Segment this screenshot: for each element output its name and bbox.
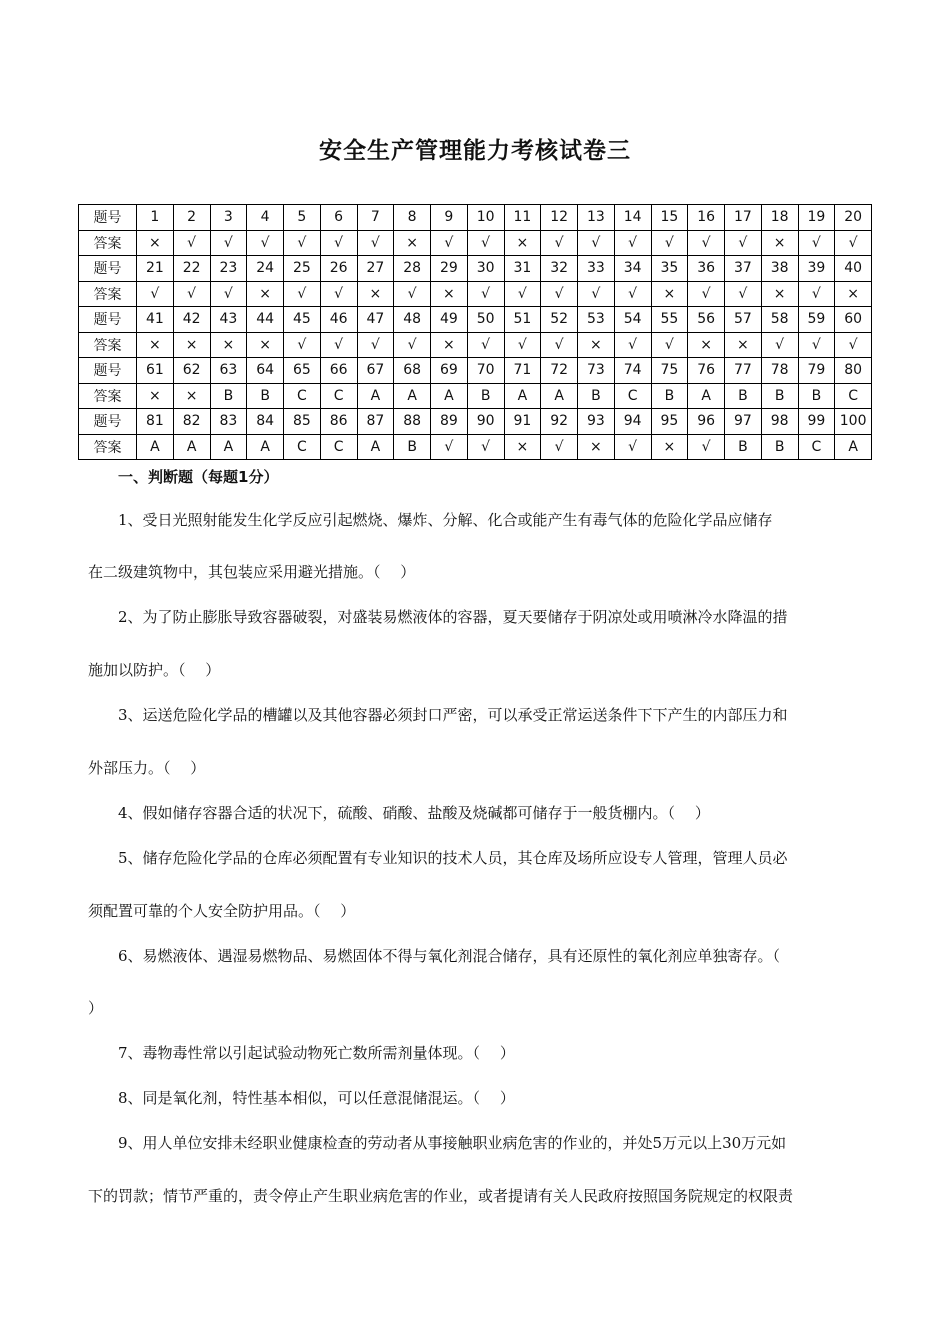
question-number-cell: 27 xyxy=(357,256,394,282)
answer-cell: A xyxy=(394,383,431,409)
question-number-cell: 98 xyxy=(761,409,798,435)
question-number-cell: 66 xyxy=(320,358,357,384)
answer-cell: √ xyxy=(578,230,615,256)
question-number-cell: 80 xyxy=(835,358,872,384)
answer-cell: B xyxy=(798,383,835,409)
question-number-cell: 72 xyxy=(541,358,578,384)
answer-cell: A xyxy=(210,434,247,460)
question-line: 2、为了防止膨胀导致容器破裂，对盛装易燃液体的容器，夏天要储存于阴凉处或用喷淋冷水降温的措 xyxy=(118,608,788,626)
answer-cell: × xyxy=(761,281,798,307)
answer-cell: × xyxy=(394,230,431,256)
answer-cell: A xyxy=(541,383,578,409)
question-number-cell: 36 xyxy=(688,256,725,282)
question-number-cell: 75 xyxy=(651,358,688,384)
question-line: 5、储存危险化学品的仓库必须配置有专业知识的技术人员，其仓库及场所应设专人管理，管理人员必 xyxy=(118,849,788,867)
question-number-cell: 24 xyxy=(247,256,284,282)
answer-cell: √ xyxy=(210,281,247,307)
answer-cell: × xyxy=(578,434,615,460)
answer-cell: √ xyxy=(320,230,357,256)
answer-cell: A xyxy=(357,383,394,409)
question-number-cell: 74 xyxy=(614,358,651,384)
question-number-row xyxy=(79,205,872,231)
question-number-cell: 71 xyxy=(504,358,541,384)
answer-cell: × xyxy=(210,332,247,358)
answer-cell: × xyxy=(247,281,284,307)
question-number-cell: 49 xyxy=(431,307,468,333)
answer-row xyxy=(79,383,872,409)
answer-row xyxy=(79,281,872,307)
row-label-answer: 答案 xyxy=(79,332,137,358)
question-number-cell: 60 xyxy=(835,307,872,333)
question-number-cell: 59 xyxy=(798,307,835,333)
question-line: 6、易燃液体、遇湿易燃物品、易燃固体不得与氧化剂混合储存，具有还原性的氧化剂应单独寄存。（ xyxy=(118,947,781,965)
answer-cell: √ xyxy=(578,281,615,307)
answer-cell: √ xyxy=(688,434,725,460)
answer-cell: × xyxy=(137,230,174,256)
answer-cell: √ xyxy=(320,281,357,307)
question-number-cell: 64 xyxy=(247,358,284,384)
question-line: 1、受日光照射能发生化学反应引起燃烧、爆炸、分解、化合或能产生有毒气体的危险化学品应储存 xyxy=(118,511,773,529)
question-number-cell: 81 xyxy=(137,409,174,435)
answer-cell: √ xyxy=(651,332,688,358)
answer-cell: B xyxy=(578,383,615,409)
question-number-cell: 11 xyxy=(504,205,541,231)
question-number-cell: 30 xyxy=(467,256,504,282)
question-number-cell: 3 xyxy=(210,205,247,231)
answer-cell: C xyxy=(798,434,835,460)
answer-cell: B xyxy=(761,383,798,409)
answer-cell: × xyxy=(247,332,284,358)
question-number-cell: 39 xyxy=(798,256,835,282)
answer-cell: × xyxy=(137,332,174,358)
question-number-cell: 28 xyxy=(394,256,431,282)
question-line: 3、运送危险化学品的槽罐以及其他容器必须封口严密，可以承受正常运送条件下下产生的内部压力和 xyxy=(118,706,788,724)
question-number-cell: 79 xyxy=(798,358,835,384)
answer-cell: × xyxy=(357,281,394,307)
question-number-cell: 20 xyxy=(835,205,872,231)
question-number-cell: 53 xyxy=(578,307,615,333)
answer-cell: √ xyxy=(173,281,210,307)
question-number-cell: 17 xyxy=(725,205,762,231)
answer-cell: √ xyxy=(725,281,762,307)
answer-cell: B xyxy=(651,383,688,409)
question-number-cell: 8 xyxy=(394,205,431,231)
question-number-cell: 68 xyxy=(394,358,431,384)
answer-cell: √ xyxy=(761,332,798,358)
answer-cell: × xyxy=(578,332,615,358)
question-number-cell: 34 xyxy=(614,256,651,282)
question-number-cell: 23 xyxy=(210,256,247,282)
answer-cell: B xyxy=(467,383,504,409)
question-line: 4、假如储存容器合适的状况下，硫酸、硝酸、盐酸及烧碱都可储存于一般货棚内。（ ） xyxy=(118,804,710,822)
question-line: 7、毒物毒性常以引起试验动物死亡数所需剂量体现。（ ） xyxy=(118,1044,515,1062)
question-number-cell: 62 xyxy=(173,358,210,384)
answer-cell: × xyxy=(173,383,210,409)
question-number-cell: 9 xyxy=(431,205,468,231)
row-label-answer: 答案 xyxy=(79,230,137,256)
answer-cell: √ xyxy=(284,230,321,256)
question-number-cell: 7 xyxy=(357,205,394,231)
answer-cell: B xyxy=(761,434,798,460)
answer-cell: √ xyxy=(467,332,504,358)
answer-cell: √ xyxy=(541,230,578,256)
answer-cell: √ xyxy=(798,230,835,256)
question-number-cell: 88 xyxy=(394,409,431,435)
row-label-number: 题号 xyxy=(79,307,137,333)
answer-cell: A xyxy=(835,434,872,460)
answer-cell: × xyxy=(431,332,468,358)
question-number-cell: 46 xyxy=(320,307,357,333)
answer-cell: A xyxy=(173,434,210,460)
question-number-cell: 4 xyxy=(247,205,284,231)
question-number-cell: 69 xyxy=(431,358,468,384)
answer-cell: × xyxy=(173,332,210,358)
answer-cell: √ xyxy=(614,434,651,460)
answer-cell: √ xyxy=(504,281,541,307)
question-number-cell: 50 xyxy=(467,307,504,333)
answer-cell: A xyxy=(247,434,284,460)
question-number-cell: 16 xyxy=(688,205,725,231)
question-number-cell: 96 xyxy=(688,409,725,435)
question-number-cell: 83 xyxy=(210,409,247,435)
answer-cell: √ xyxy=(651,230,688,256)
row-label-number: 题号 xyxy=(79,409,137,435)
answer-cell: × xyxy=(504,434,541,460)
question-number-cell: 82 xyxy=(173,409,210,435)
question-number-cell: 57 xyxy=(725,307,762,333)
question-number-cell: 6 xyxy=(320,205,357,231)
answer-cell: × xyxy=(688,332,725,358)
answer-cell: B xyxy=(247,383,284,409)
row-label-answer: 答案 xyxy=(79,434,137,460)
question-number-cell: 61 xyxy=(137,358,174,384)
answer-cell: √ xyxy=(541,434,578,460)
section-title: 一、判断题（每题1分） xyxy=(118,468,279,486)
answer-cell: C xyxy=(284,383,321,409)
question-number-row xyxy=(79,307,872,333)
question-number-cell: 33 xyxy=(578,256,615,282)
answer-cell: √ xyxy=(614,230,651,256)
answer-cell: B xyxy=(210,383,247,409)
row-label-number: 题号 xyxy=(79,205,137,231)
question-number-cell: 58 xyxy=(761,307,798,333)
question-number-cell: 32 xyxy=(541,256,578,282)
question-number-cell: 95 xyxy=(651,409,688,435)
answer-cell: C xyxy=(614,383,651,409)
question-number-cell: 70 xyxy=(467,358,504,384)
question-number-cell: 21 xyxy=(137,256,174,282)
row-label-answer: 答案 xyxy=(79,383,137,409)
question-number-cell: 85 xyxy=(284,409,321,435)
question-number-cell: 100 xyxy=(835,409,872,435)
answer-cell: × xyxy=(137,383,174,409)
answer-cell: √ xyxy=(688,281,725,307)
question-line: 8、同是氧化剂，特性基本相似，可以任意混储混运。（ ） xyxy=(118,1089,515,1107)
answer-cell: √ xyxy=(357,230,394,256)
question-number-cell: 55 xyxy=(651,307,688,333)
answer-cell: × xyxy=(504,230,541,256)
answer-cell: A xyxy=(137,434,174,460)
answer-cell: C xyxy=(284,434,321,460)
answer-cell: × xyxy=(651,281,688,307)
answer-cell: √ xyxy=(798,281,835,307)
answer-cell: √ xyxy=(835,332,872,358)
question-number-cell: 92 xyxy=(541,409,578,435)
answer-cell: √ xyxy=(247,230,284,256)
question-number-cell: 44 xyxy=(247,307,284,333)
question-line: 须配置可靠的个人安全防护用品。（ ） xyxy=(88,902,356,920)
answer-table xyxy=(78,204,872,460)
answer-cell: √ xyxy=(173,230,210,256)
question-number-cell: 22 xyxy=(173,256,210,282)
answer-cell: × xyxy=(835,281,872,307)
question-number-cell: 42 xyxy=(173,307,210,333)
question-line: 在二级建筑物中，其包装应采用避光措施。（ ） xyxy=(88,563,416,581)
question-number-cell: 41 xyxy=(137,307,174,333)
answer-cell: √ xyxy=(614,281,651,307)
question-number-cell: 47 xyxy=(357,307,394,333)
question-number-cell: 15 xyxy=(651,205,688,231)
question-number-cell: 54 xyxy=(614,307,651,333)
question-number-cell: 31 xyxy=(504,256,541,282)
question-line: ） xyxy=(88,999,104,1017)
answer-cell: × xyxy=(725,332,762,358)
question-number-cell: 76 xyxy=(688,358,725,384)
answer-cell: A xyxy=(504,383,541,409)
question-number-cell: 52 xyxy=(541,307,578,333)
answer-cell: × xyxy=(431,281,468,307)
answer-cell: √ xyxy=(394,281,431,307)
question-number-cell: 18 xyxy=(761,205,798,231)
question-number-cell: 99 xyxy=(798,409,835,435)
question-number-cell: 90 xyxy=(467,409,504,435)
question-number-cell: 35 xyxy=(651,256,688,282)
question-number-cell: 10 xyxy=(467,205,504,231)
question-number-cell: 78 xyxy=(761,358,798,384)
question-number-cell: 97 xyxy=(725,409,762,435)
question-number-cell: 26 xyxy=(320,256,357,282)
answer-cell: √ xyxy=(320,332,357,358)
answer-cell: C xyxy=(320,434,357,460)
answer-cell: A xyxy=(688,383,725,409)
answer-cell: A xyxy=(431,383,468,409)
answer-row xyxy=(79,332,872,358)
question-number-cell: 84 xyxy=(247,409,284,435)
question-number-cell: 19 xyxy=(798,205,835,231)
answer-cell: √ xyxy=(467,230,504,256)
answer-cell: √ xyxy=(835,230,872,256)
row-label-number: 题号 xyxy=(79,358,137,384)
question-number-cell: 86 xyxy=(320,409,357,435)
answer-cell: √ xyxy=(431,230,468,256)
answer-cell: C xyxy=(835,383,872,409)
answer-cell: × xyxy=(761,230,798,256)
question-number-cell: 89 xyxy=(431,409,468,435)
answer-cell: A xyxy=(357,434,394,460)
question-number-cell: 29 xyxy=(431,256,468,282)
question-number-cell: 93 xyxy=(578,409,615,435)
question-number-cell: 87 xyxy=(357,409,394,435)
answer-cell: √ xyxy=(504,332,541,358)
question-number-row xyxy=(79,256,872,282)
answer-cell: × xyxy=(651,434,688,460)
answer-cell: B xyxy=(725,434,762,460)
answer-cell: √ xyxy=(284,281,321,307)
question-number-cell: 65 xyxy=(284,358,321,384)
answer-cell: √ xyxy=(725,230,762,256)
question-number-row xyxy=(79,409,872,435)
answer-cell: √ xyxy=(357,332,394,358)
question-number-cell: 73 xyxy=(578,358,615,384)
page-title: 安全生产管理能力考核试卷三 xyxy=(319,138,631,164)
answer-cell: √ xyxy=(798,332,835,358)
answer-cell: B xyxy=(394,434,431,460)
question-number-cell: 25 xyxy=(284,256,321,282)
question-number-cell: 13 xyxy=(578,205,615,231)
answer-row xyxy=(79,230,872,256)
row-label-answer: 答案 xyxy=(79,281,137,307)
row-label-number: 题号 xyxy=(79,256,137,282)
question-number-cell: 91 xyxy=(504,409,541,435)
answer-cell: √ xyxy=(688,230,725,256)
question-number-cell: 56 xyxy=(688,307,725,333)
question-number-cell: 2 xyxy=(173,205,210,231)
question-line: 9、用人单位安排未经职业健康检查的劳动者从事接触职业病危害的作业的，并处5万元以上30万元如 xyxy=(118,1134,787,1152)
question-number-cell: 37 xyxy=(725,256,762,282)
question-line: 施加以防护。（ ） xyxy=(88,661,221,679)
answer-cell: √ xyxy=(394,332,431,358)
question-number-row xyxy=(79,358,872,384)
answer-cell: √ xyxy=(467,281,504,307)
question-number-cell: 77 xyxy=(725,358,762,384)
question-number-cell: 40 xyxy=(835,256,872,282)
answer-cell: √ xyxy=(431,434,468,460)
answer-cell: √ xyxy=(541,332,578,358)
answer-cell: √ xyxy=(137,281,174,307)
question-line: 外部压力。（ ） xyxy=(88,759,206,777)
question-number-cell: 45 xyxy=(284,307,321,333)
answer-row xyxy=(79,434,872,460)
answer-cell: √ xyxy=(614,332,651,358)
question-number-cell: 38 xyxy=(761,256,798,282)
answer-cell: C xyxy=(320,383,357,409)
question-number-cell: 43 xyxy=(210,307,247,333)
question-number-cell: 1 xyxy=(137,205,174,231)
answer-cell: √ xyxy=(210,230,247,256)
question-number-cell: 63 xyxy=(210,358,247,384)
question-number-cell: 48 xyxy=(394,307,431,333)
question-number-cell: 5 xyxy=(284,205,321,231)
question-number-cell: 94 xyxy=(614,409,651,435)
answer-cell: √ xyxy=(467,434,504,460)
question-number-cell: 12 xyxy=(541,205,578,231)
answer-cell: B xyxy=(725,383,762,409)
answer-cell: √ xyxy=(284,332,321,358)
answer-cell: √ xyxy=(541,281,578,307)
question-line: 下的罚款；情节严重的，责令停止产生职业病危害的作业，或者提请有关人民政府按照国务院规定的权限责 xyxy=(88,1187,794,1205)
question-number-cell: 51 xyxy=(504,307,541,333)
question-number-cell: 14 xyxy=(614,205,651,231)
question-number-cell: 67 xyxy=(357,358,394,384)
